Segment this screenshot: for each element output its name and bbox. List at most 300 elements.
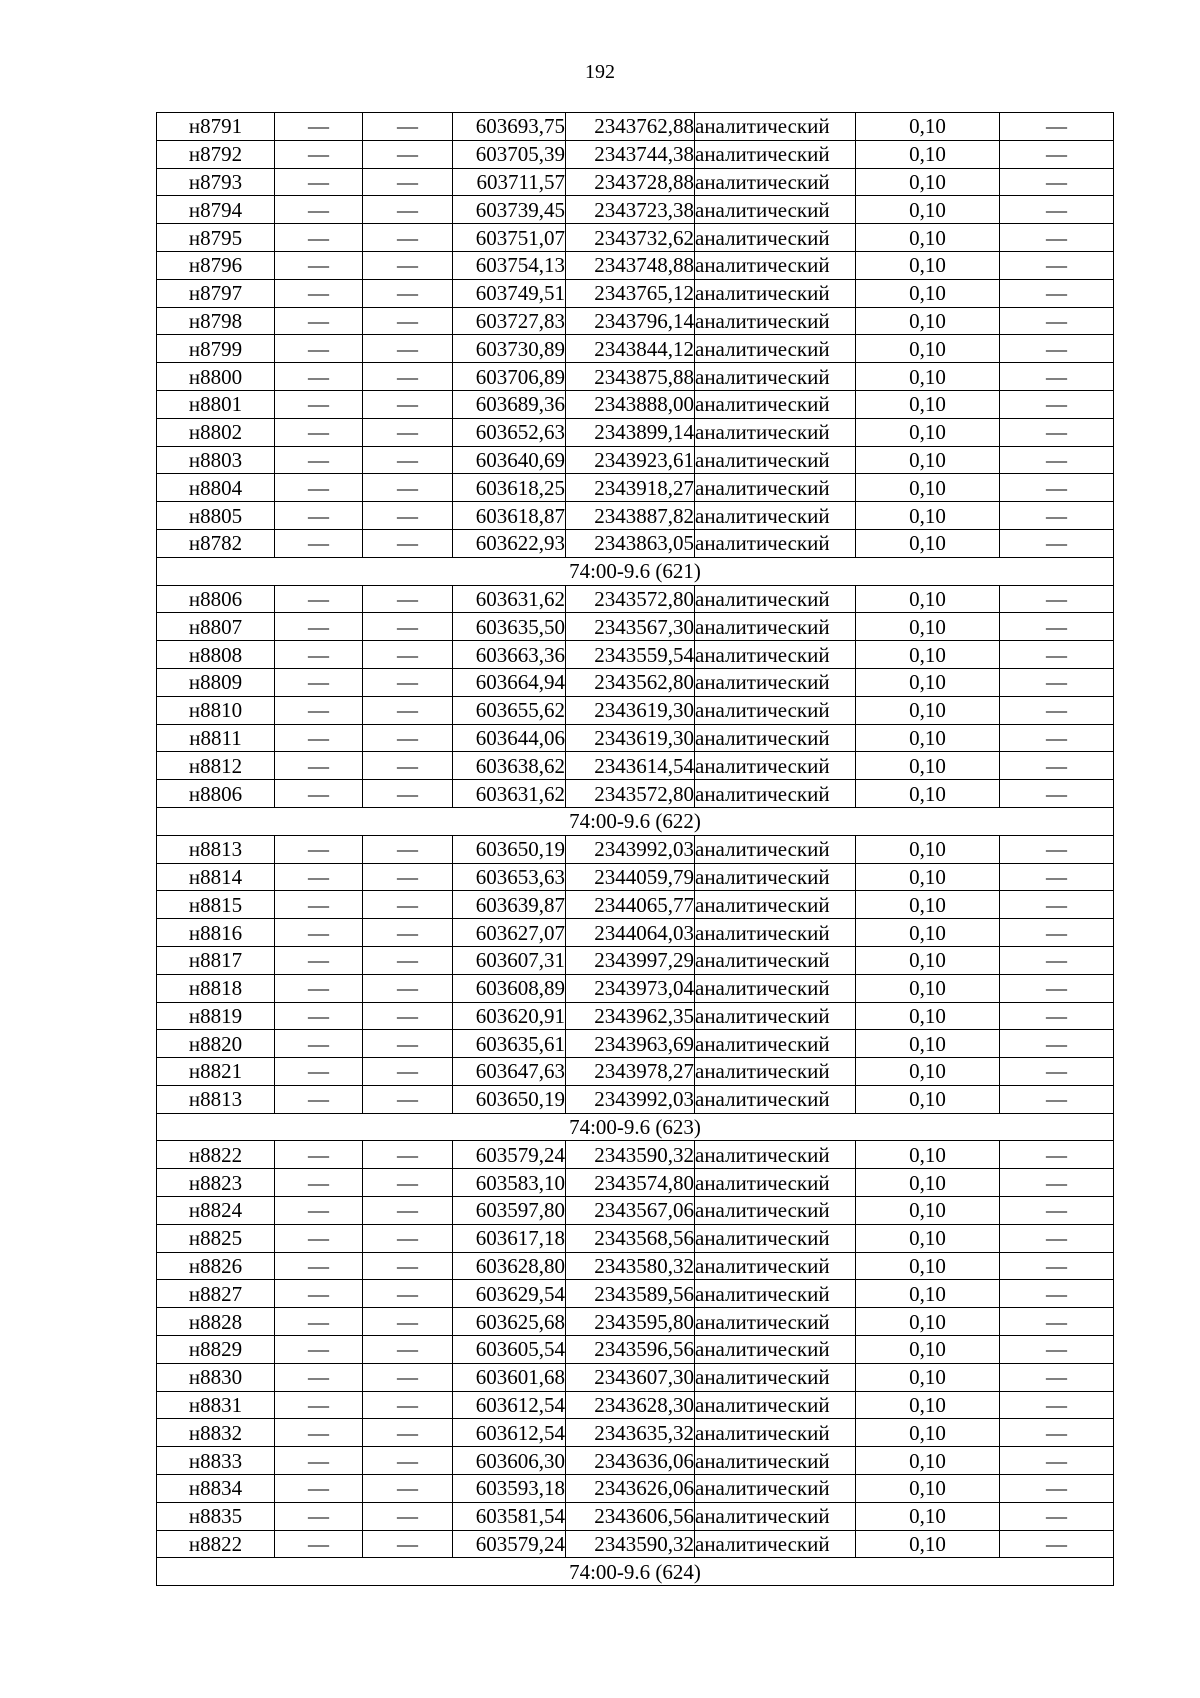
table-row — [157, 474, 1114, 502]
method-cell: аналитический — [695, 780, 856, 808]
table-row — [157, 446, 1114, 474]
section-header: 74:00-9.6 (621) — [157, 557, 1114, 585]
x-coordinate-cell: 603705,39 — [453, 140, 566, 168]
accuracy-cell: 0,10 — [856, 1252, 1000, 1280]
dash-cell: — — [275, 1336, 363, 1364]
point-name-cell: н8830 — [157, 1363, 275, 1391]
method-cell: аналитический — [695, 224, 856, 252]
table-row — [157, 1447, 1114, 1475]
dash-cell: — — [363, 863, 453, 891]
dash-cell: — — [1000, 1391, 1114, 1419]
x-coordinate-cell: 603618,25 — [453, 474, 566, 502]
table-row — [157, 502, 1114, 530]
dash-cell: — — [275, 1391, 363, 1419]
dash-cell: — — [275, 1224, 363, 1252]
point-name-cell: н8809 — [157, 668, 275, 696]
point-name-cell: н8800 — [157, 363, 275, 391]
method-cell: аналитический — [695, 168, 856, 196]
dash-cell: — — [1000, 1336, 1114, 1364]
point-name-cell: н8791 — [157, 113, 275, 141]
point-name-cell: н8814 — [157, 863, 275, 891]
point-name-cell: н8795 — [157, 224, 275, 252]
table-row — [157, 780, 1114, 808]
x-coordinate-cell: 603653,63 — [453, 863, 566, 891]
x-coordinate-cell: 603644,06 — [453, 724, 566, 752]
dash-cell: — — [1000, 863, 1114, 891]
table-row — [157, 418, 1114, 446]
method-cell: аналитический — [695, 1252, 856, 1280]
table-row — [157, 1308, 1114, 1336]
dash-cell: — — [275, 1502, 363, 1530]
point-name-cell: н8803 — [157, 446, 275, 474]
dash-cell: — — [275, 1280, 363, 1308]
dash-cell: — — [363, 390, 453, 418]
dash-cell: — — [275, 168, 363, 196]
dash-cell: — — [275, 780, 363, 808]
accuracy-cell: 0,10 — [856, 919, 1000, 947]
y-coordinate-cell: 2343992,03 — [566, 1085, 695, 1113]
dash-cell: — — [275, 891, 363, 919]
table-row — [157, 140, 1114, 168]
x-coordinate-cell: 603727,83 — [453, 307, 566, 335]
point-name-cell: н8834 — [157, 1475, 275, 1503]
point-name-cell: н8792 — [157, 140, 275, 168]
dash-cell: — — [1000, 502, 1114, 530]
y-coordinate-cell: 2343626,06 — [566, 1475, 695, 1503]
method-cell: аналитический — [695, 1141, 856, 1169]
method-cell: аналитический — [695, 1169, 856, 1197]
table-row — [157, 696, 1114, 724]
method-cell: аналитический — [695, 474, 856, 502]
dash-cell: — — [1000, 251, 1114, 279]
x-coordinate-cell: 603749,51 — [453, 279, 566, 307]
point-name-cell: н8810 — [157, 696, 275, 724]
table-row — [157, 1252, 1114, 1280]
y-coordinate-cell: 2343728,88 — [566, 168, 695, 196]
accuracy-cell: 0,10 — [856, 418, 1000, 446]
y-coordinate-cell: 2343596,56 — [566, 1336, 695, 1364]
accuracy-cell: 0,10 — [856, 752, 1000, 780]
table-row — [157, 1475, 1114, 1503]
point-name-cell: н8806 — [157, 585, 275, 613]
table-row — [157, 224, 1114, 252]
y-coordinate-cell: 2343723,38 — [566, 196, 695, 224]
dash-cell: — — [363, 1224, 453, 1252]
dash-cell: — — [363, 1058, 453, 1086]
accuracy-cell: 0,10 — [856, 668, 1000, 696]
y-coordinate-cell: 2343732,62 — [566, 224, 695, 252]
point-name-cell: н8819 — [157, 1002, 275, 1030]
y-coordinate-cell: 2343628,30 — [566, 1391, 695, 1419]
dash-cell: — — [1000, 668, 1114, 696]
dash-cell: — — [1000, 946, 1114, 974]
accuracy-cell: 0,10 — [856, 1363, 1000, 1391]
x-coordinate-cell: 603706,89 — [453, 363, 566, 391]
dash-cell: — — [275, 752, 363, 780]
x-coordinate-cell: 603647,63 — [453, 1058, 566, 1086]
y-coordinate-cell: 2343744,38 — [566, 140, 695, 168]
section-header: 74:00-9.6 (622) — [157, 807, 1114, 835]
method-cell: аналитический — [695, 363, 856, 391]
y-coordinate-cell: 2343796,14 — [566, 307, 695, 335]
point-name-cell: н8801 — [157, 390, 275, 418]
x-coordinate-cell: 603607,31 — [453, 946, 566, 974]
dash-cell: — — [1000, 780, 1114, 808]
dash-cell: — — [275, 1169, 363, 1197]
dash-cell: — — [275, 474, 363, 502]
point-name-cell: н8823 — [157, 1169, 275, 1197]
method-cell: аналитический — [695, 891, 856, 919]
point-name-cell: н8813 — [157, 1085, 275, 1113]
table-row — [157, 1002, 1114, 1030]
method-cell: аналитический — [695, 835, 856, 863]
y-coordinate-cell: 2343589,56 — [566, 1280, 695, 1308]
dash-cell: — — [275, 224, 363, 252]
method-cell: аналитический — [695, 696, 856, 724]
dash-cell: — — [1000, 113, 1114, 141]
y-coordinate-cell: 2344064,03 — [566, 919, 695, 947]
y-coordinate-cell: 2343619,30 — [566, 724, 695, 752]
point-name-cell: н8811 — [157, 724, 275, 752]
accuracy-cell: 0,10 — [856, 696, 1000, 724]
dash-cell: — — [1000, 1475, 1114, 1503]
dash-cell: — — [275, 251, 363, 279]
y-coordinate-cell: 2343762,88 — [566, 113, 695, 141]
table-row — [157, 196, 1114, 224]
accuracy-cell: 0,10 — [856, 585, 1000, 613]
x-coordinate-cell: 603581,54 — [453, 1502, 566, 1530]
x-coordinate-cell: 603622,93 — [453, 529, 566, 557]
dash-cell: — — [275, 1308, 363, 1336]
accuracy-cell: 0,10 — [856, 363, 1000, 391]
dash-cell: — — [363, 891, 453, 919]
dash-cell: — — [1000, 390, 1114, 418]
accuracy-cell: 0,10 — [856, 474, 1000, 502]
accuracy-cell: 0,10 — [856, 529, 1000, 557]
dash-cell: — — [1000, 1419, 1114, 1447]
point-name-cell: н8815 — [157, 891, 275, 919]
accuracy-cell: 0,10 — [856, 891, 1000, 919]
point-name-cell: н8825 — [157, 1224, 275, 1252]
x-coordinate-cell: 603635,61 — [453, 1030, 566, 1058]
table-row — [157, 974, 1114, 1002]
x-coordinate-cell: 603689,36 — [453, 390, 566, 418]
dash-cell: — — [363, 613, 453, 641]
x-coordinate-cell: 603638,62 — [453, 752, 566, 780]
method-cell: аналитический — [695, 1475, 856, 1503]
point-name-cell: н8821 — [157, 1058, 275, 1086]
x-coordinate-cell: 603606,30 — [453, 1447, 566, 1475]
table-row — [157, 919, 1114, 947]
dash-cell: — — [275, 863, 363, 891]
x-coordinate-cell: 603754,13 — [453, 251, 566, 279]
accuracy-cell: 0,10 — [856, 780, 1000, 808]
dash-cell: — — [1000, 418, 1114, 446]
accuracy-cell: 0,10 — [856, 1085, 1000, 1113]
method-cell: аналитический — [695, 974, 856, 1002]
x-coordinate-cell: 603625,68 — [453, 1308, 566, 1336]
accuracy-cell: 0,10 — [856, 863, 1000, 891]
dash-cell: — — [275, 696, 363, 724]
dash-cell: — — [1000, 1030, 1114, 1058]
dash-cell: — — [275, 307, 363, 335]
table-row — [157, 1280, 1114, 1308]
dash-cell: — — [1000, 1058, 1114, 1086]
y-coordinate-cell: 2343580,32 — [566, 1252, 695, 1280]
table-row — [157, 1058, 1114, 1086]
accuracy-cell: 0,10 — [856, 1224, 1000, 1252]
dash-cell: — — [1000, 1447, 1114, 1475]
method-cell: аналитический — [695, 446, 856, 474]
accuracy-cell: 0,10 — [856, 224, 1000, 252]
x-coordinate-cell: 603617,18 — [453, 1224, 566, 1252]
dash-cell: — — [363, 1336, 453, 1364]
y-coordinate-cell: 2343572,80 — [566, 780, 695, 808]
dash-cell: — — [1000, 1169, 1114, 1197]
dash-cell: — — [363, 113, 453, 141]
dash-cell: — — [1000, 891, 1114, 919]
point-name-cell: н8818 — [157, 974, 275, 1002]
dash-cell: — — [1000, 335, 1114, 363]
x-coordinate-cell: 603639,87 — [453, 891, 566, 919]
dash-cell: — — [275, 1363, 363, 1391]
dash-cell: — — [363, 529, 453, 557]
method-cell: аналитический — [695, 1030, 856, 1058]
method-cell: аналитический — [695, 251, 856, 279]
x-coordinate-cell: 603739,45 — [453, 196, 566, 224]
x-coordinate-cell: 603605,54 — [453, 1336, 566, 1364]
dash-cell: — — [1000, 1252, 1114, 1280]
x-coordinate-cell: 603730,89 — [453, 335, 566, 363]
x-coordinate-cell: 603650,19 — [453, 835, 566, 863]
dash-cell: — — [363, 474, 453, 502]
x-coordinate-cell: 603601,68 — [453, 1363, 566, 1391]
method-cell: аналитический — [695, 529, 856, 557]
x-coordinate-cell: 603612,54 — [453, 1391, 566, 1419]
y-coordinate-cell: 2343918,27 — [566, 474, 695, 502]
x-coordinate-cell: 603663,36 — [453, 641, 566, 669]
y-coordinate-cell: 2343595,80 — [566, 1308, 695, 1336]
x-coordinate-cell: 603652,63 — [453, 418, 566, 446]
table-row — [157, 1391, 1114, 1419]
point-name-cell: н8822 — [157, 1530, 275, 1558]
table-row — [157, 1336, 1114, 1364]
x-coordinate-cell: 603579,24 — [453, 1530, 566, 1558]
y-coordinate-cell: 2343963,69 — [566, 1030, 695, 1058]
method-cell: аналитический — [695, 1391, 856, 1419]
coordinates-table — [156, 112, 1114, 1586]
method-cell: аналитический — [695, 1002, 856, 1030]
x-coordinate-cell: 603597,80 — [453, 1197, 566, 1225]
accuracy-cell: 0,10 — [856, 502, 1000, 530]
dash-cell: — — [1000, 1502, 1114, 1530]
dash-cell: — — [1000, 474, 1114, 502]
point-name-cell: н8793 — [157, 168, 275, 196]
table-row — [157, 1197, 1114, 1225]
dash-cell: — — [275, 1252, 363, 1280]
page-number: 192 — [585, 61, 615, 83]
dash-cell: — — [1000, 363, 1114, 391]
method-cell: аналитический — [695, 113, 856, 141]
accuracy-cell: 0,10 — [856, 974, 1000, 1002]
dash-cell: — — [1000, 974, 1114, 1002]
table-row — [157, 724, 1114, 752]
point-name-cell: н8808 — [157, 641, 275, 669]
dash-cell: — — [275, 1141, 363, 1169]
table-row — [157, 641, 1114, 669]
table-row — [157, 1030, 1114, 1058]
dash-cell: — — [363, 1197, 453, 1225]
accuracy-cell: 0,10 — [856, 1308, 1000, 1336]
dash-cell: — — [363, 224, 453, 252]
accuracy-cell: 0,10 — [856, 196, 1000, 224]
dash-cell: — — [1000, 1363, 1114, 1391]
table-row — [157, 307, 1114, 335]
y-coordinate-cell: 2343590,32 — [566, 1141, 695, 1169]
accuracy-cell: 0,10 — [856, 1336, 1000, 1364]
y-coordinate-cell: 2343574,80 — [566, 1169, 695, 1197]
table-row — [157, 1085, 1114, 1113]
x-coordinate-cell: 603664,94 — [453, 668, 566, 696]
method-cell: аналитический — [695, 335, 856, 363]
method-cell: аналитический — [695, 919, 856, 947]
point-name-cell: н8826 — [157, 1252, 275, 1280]
method-cell: аналитический — [695, 1363, 856, 1391]
dash-cell: — — [275, 335, 363, 363]
y-coordinate-cell: 2343614,54 — [566, 752, 695, 780]
section-header-row — [157, 807, 1114, 835]
y-coordinate-cell: 2343888,00 — [566, 390, 695, 418]
y-coordinate-cell: 2343559,54 — [566, 641, 695, 669]
accuracy-cell: 0,10 — [856, 140, 1000, 168]
method-cell: аналитический — [695, 390, 856, 418]
x-coordinate-cell: 603693,75 — [453, 113, 566, 141]
table-row — [157, 1363, 1114, 1391]
dash-cell: — — [363, 418, 453, 446]
table-row — [157, 1502, 1114, 1530]
accuracy-cell: 0,10 — [856, 1391, 1000, 1419]
point-name-cell: н8805 — [157, 502, 275, 530]
dash-cell: — — [363, 974, 453, 1002]
accuracy-cell: 0,10 — [856, 446, 1000, 474]
method-cell: аналитический — [695, 863, 856, 891]
y-coordinate-cell: 2343562,80 — [566, 668, 695, 696]
y-coordinate-cell: 2343572,80 — [566, 585, 695, 613]
dash-cell: — — [363, 502, 453, 530]
dash-cell: — — [363, 1447, 453, 1475]
accuracy-cell: 0,10 — [856, 835, 1000, 863]
y-coordinate-cell: 2343568,56 — [566, 1224, 695, 1252]
method-cell: аналитический — [695, 946, 856, 974]
point-name-cell: н8817 — [157, 946, 275, 974]
dash-cell: — — [363, 446, 453, 474]
coordinates-table-body — [157, 113, 1114, 1586]
x-coordinate-cell: 603631,62 — [453, 585, 566, 613]
table-row — [157, 946, 1114, 974]
method-cell: аналитический — [695, 418, 856, 446]
x-coordinate-cell: 603608,89 — [453, 974, 566, 1002]
method-cell: аналитический — [695, 1447, 856, 1475]
method-cell: аналитический — [695, 613, 856, 641]
dash-cell: — — [275, 279, 363, 307]
dash-cell: — — [363, 919, 453, 947]
y-coordinate-cell: 2343635,32 — [566, 1419, 695, 1447]
section-header-row — [157, 557, 1114, 585]
x-coordinate-cell: 603751,07 — [453, 224, 566, 252]
table-row — [157, 529, 1114, 557]
point-name-cell: н8828 — [157, 1308, 275, 1336]
dash-cell: — — [1000, 696, 1114, 724]
dash-cell: — — [363, 335, 453, 363]
method-cell: аналитический — [695, 1224, 856, 1252]
dash-cell: — — [1000, 1002, 1114, 1030]
y-coordinate-cell: 2343887,82 — [566, 502, 695, 530]
point-name-cell: н8802 — [157, 418, 275, 446]
dash-cell: — — [1000, 1280, 1114, 1308]
method-cell: аналитический — [695, 1280, 856, 1308]
dash-cell: — — [275, 196, 363, 224]
dash-cell: — — [275, 613, 363, 641]
dash-cell: — — [363, 168, 453, 196]
point-name-cell: н8827 — [157, 1280, 275, 1308]
dash-cell: — — [1000, 1141, 1114, 1169]
y-coordinate-cell: 2343567,06 — [566, 1197, 695, 1225]
y-coordinate-cell: 2343748,88 — [566, 251, 695, 279]
table-row — [157, 752, 1114, 780]
accuracy-cell: 0,10 — [856, 1002, 1000, 1030]
point-name-cell: н8822 — [157, 1141, 275, 1169]
dash-cell: — — [363, 1530, 453, 1558]
point-name-cell: н8799 — [157, 335, 275, 363]
table-row — [157, 113, 1114, 141]
table-row — [157, 585, 1114, 613]
method-cell: аналитический — [695, 585, 856, 613]
point-name-cell: н8807 — [157, 613, 275, 641]
dash-cell: — — [275, 1447, 363, 1475]
accuracy-cell: 0,10 — [856, 1280, 1000, 1308]
table-row — [157, 1530, 1114, 1558]
x-coordinate-cell: 603612,54 — [453, 1419, 566, 1447]
dash-cell: — — [363, 1252, 453, 1280]
dash-cell: — — [275, 113, 363, 141]
dash-cell: — — [1000, 1308, 1114, 1336]
table-row — [157, 335, 1114, 363]
y-coordinate-cell: 2343978,27 — [566, 1058, 695, 1086]
dash-cell: — — [1000, 724, 1114, 752]
y-coordinate-cell: 2343899,14 — [566, 418, 695, 446]
dash-cell: — — [1000, 1224, 1114, 1252]
dash-cell: — — [363, 752, 453, 780]
dash-cell: — — [363, 1363, 453, 1391]
method-cell: аналитический — [695, 1308, 856, 1336]
accuracy-cell: 0,10 — [856, 113, 1000, 141]
dash-cell: — — [1000, 585, 1114, 613]
accuracy-cell: 0,10 — [856, 1058, 1000, 1086]
point-name-cell: н8812 — [157, 752, 275, 780]
dash-cell: — — [363, 585, 453, 613]
dash-cell: — — [275, 585, 363, 613]
dash-cell: — — [1000, 279, 1114, 307]
dash-cell: — — [363, 140, 453, 168]
method-cell: аналитический — [695, 1336, 856, 1364]
dash-cell: — — [1000, 1085, 1114, 1113]
method-cell: аналитический — [695, 1530, 856, 1558]
point-name-cell: н8835 — [157, 1502, 275, 1530]
accuracy-cell: 0,10 — [856, 390, 1000, 418]
table-row — [157, 168, 1114, 196]
method-cell: аналитический — [695, 279, 856, 307]
method-cell: аналитический — [695, 140, 856, 168]
